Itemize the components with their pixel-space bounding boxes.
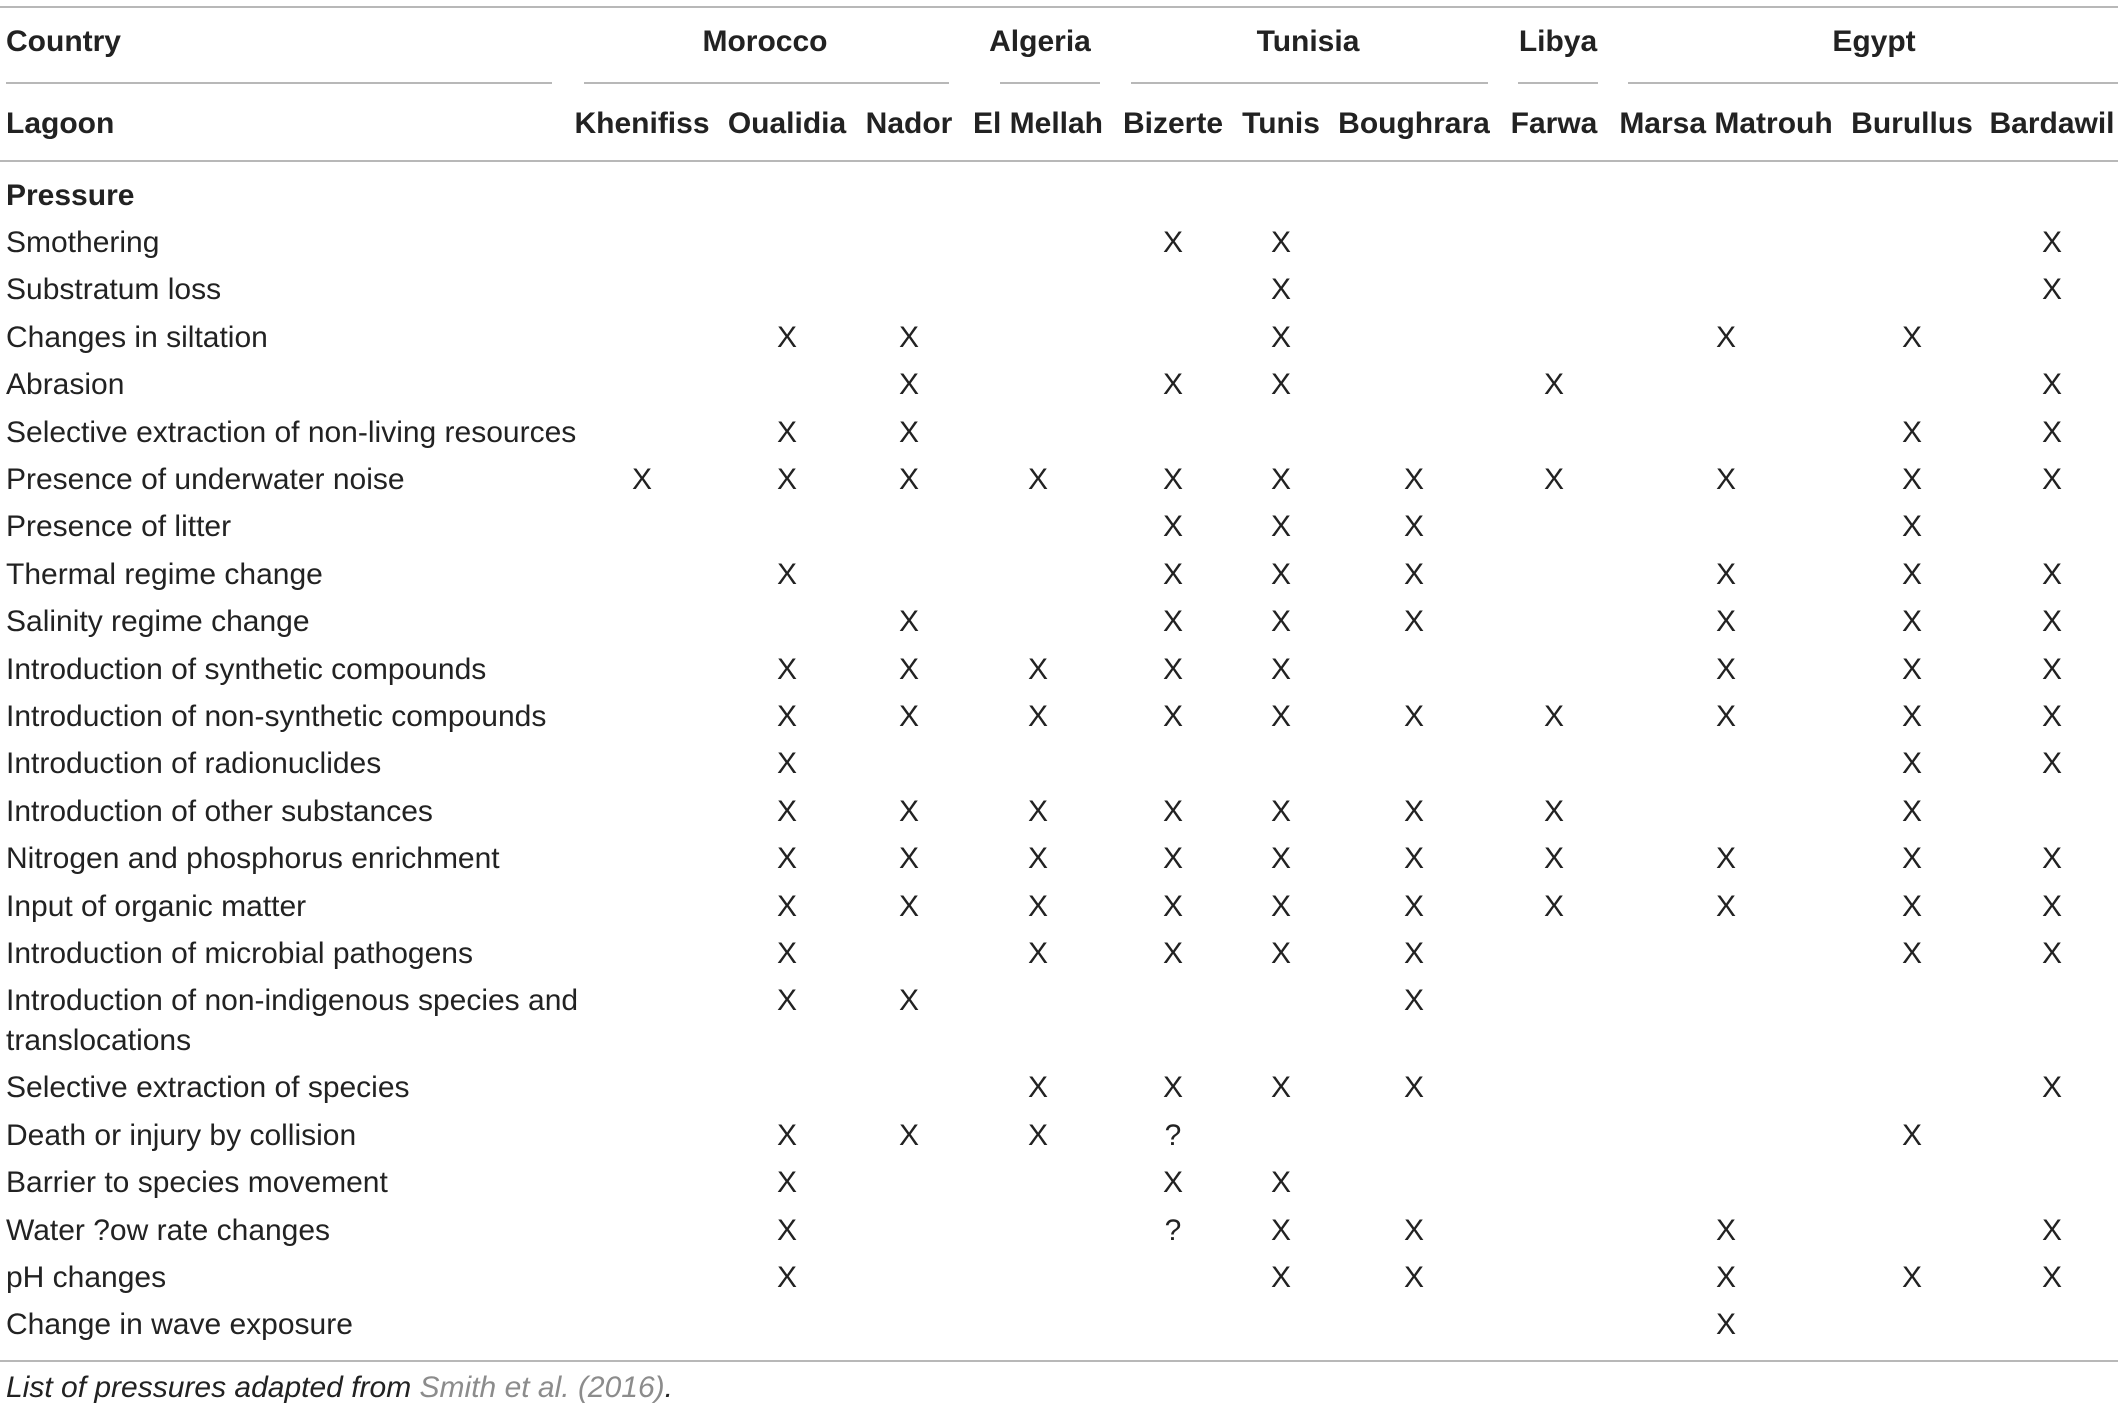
presence-mark: X: [776, 700, 798, 733]
presence-mark: X: [2041, 842, 2063, 876]
rule-tunisia: [1131, 82, 1488, 84]
rule-morocco: [584, 82, 949, 84]
presence-mark: X: [1027, 937, 1049, 970]
presence-mark: X: [1270, 1166, 1292, 1200]
presence-mark: X: [1901, 1118, 1923, 1152]
presence-mark: X: [1901, 1261, 1923, 1294]
rule-country-col: [6, 82, 552, 84]
lagoon-col-header: Farwa: [1510, 107, 1598, 140]
pressure-label: Presence of litter: [6, 510, 232, 544]
presence-mark: X: [1403, 1261, 1425, 1294]
presence-mark: X: [2041, 1261, 2063, 1294]
presence-mark: X: [1901, 842, 1923, 876]
presence-mark: X: [1027, 1071, 1049, 1105]
presence-mark: X: [1715, 1213, 1737, 1247]
presence-mark: X: [1543, 700, 1565, 733]
presence-mark: X: [1403, 889, 1425, 923]
presence-mark: X: [776, 842, 798, 876]
presence-mark: ?: [1164, 1213, 1182, 1247]
presence-mark: X: [1270, 1261, 1292, 1294]
presence-mark: X: [1270, 273, 1292, 307]
caption-prefix: List of pressures adapted from: [6, 1371, 420, 1404]
section-pressure: Pressure: [6, 179, 135, 212]
presence-mark: X: [1403, 463, 1425, 496]
presence-mark: X: [898, 652, 920, 686]
lagoon-col-header: El Mellah: [972, 107, 1104, 140]
presence-mark: X: [1162, 463, 1184, 496]
pressure-label: Introduction of synthetic compounds: [6, 652, 487, 686]
presence-mark: X: [1403, 1071, 1425, 1105]
presence-mark: X: [1543, 794, 1565, 828]
presence-mark: X: [2041, 415, 2063, 449]
country-header: Country: [6, 25, 121, 58]
presence-mark: X: [1162, 652, 1184, 686]
presence-mark: X: [1162, 1071, 1184, 1105]
presence-mark: X: [1162, 794, 1184, 828]
presence-mark: X: [898, 794, 920, 828]
presence-mark: X: [1162, 510, 1184, 544]
presence-mark: X: [1027, 889, 1049, 923]
pressure-label: Introduction of non-synthetic compounds: [6, 700, 547, 733]
presence-mark: X: [1403, 605, 1425, 639]
presence-mark: X: [776, 984, 798, 1018]
presence-mark: X: [2041, 605, 2063, 639]
caption-suffix: .: [664, 1371, 674, 1404]
presence-mark: X: [898, 463, 920, 496]
country-tunisia: Tunisia: [1256, 25, 1360, 58]
presence-mark: X: [898, 842, 920, 876]
presence-mark: X: [2041, 368, 2063, 402]
presence-mark: X: [898, 368, 920, 402]
lagoon-col-header: Tunis: [1242, 107, 1320, 140]
presence-mark: X: [2041, 273, 2063, 307]
presence-mark: X: [776, 1118, 798, 1152]
pressure-label: Smothering: [6, 226, 160, 259]
presence-mark: X: [1162, 937, 1184, 970]
presence-mark: X: [2041, 937, 2063, 970]
lagoon-col-header: Boughrara: [1338, 107, 1490, 140]
presence-mark: X: [1162, 889, 1184, 923]
lagoon-col-header: Marsa Matrouh: [1619, 107, 1833, 140]
presence-mark: X: [2041, 700, 2063, 733]
presence-mark: X: [1715, 1308, 1737, 1342]
table-caption: [6, 1368, 673, 1408]
pressure-label: Introduction of microbial pathogens: [6, 937, 473, 970]
pressure-label: Abrasion: [6, 368, 125, 402]
pressure-label: Input of organic matter: [6, 889, 307, 923]
presence-mark: X: [1162, 1166, 1184, 1200]
presence-mark: X: [1403, 510, 1425, 544]
pressure-label: Death or injury by collision: [6, 1118, 357, 1152]
presence-mark: X: [2041, 226, 2063, 259]
presence-mark: X: [1027, 463, 1049, 496]
presence-mark: X: [1901, 937, 1923, 970]
pressure-label: Water ?ow rate changes: [6, 1213, 331, 1247]
presence-mark: X: [1715, 1261, 1737, 1294]
presence-mark: X: [1027, 842, 1049, 876]
rule-libya: [1518, 82, 1598, 84]
presence-mark: X: [776, 747, 798, 781]
pressure-label: Selective extraction of non-living resources: [6, 415, 577, 449]
presence-mark: X: [1270, 557, 1292, 591]
presence-mark: X: [1403, 842, 1425, 876]
presence-mark: X: [776, 1213, 798, 1247]
presence-mark: X: [2041, 463, 2063, 496]
presence-mark: X: [1543, 368, 1565, 402]
lagoon-col-header: Oualidia: [727, 107, 847, 140]
presence-mark: X: [1901, 889, 1923, 923]
presence-mark: X: [2041, 557, 2063, 591]
lagoon-col-header: Bardawil: [1989, 107, 2115, 140]
presence-mark: X: [1162, 557, 1184, 591]
rule-egypt: [1628, 82, 2118, 84]
presence-mark: X: [1901, 463, 1923, 496]
presence-mark: X: [898, 320, 920, 354]
presence-mark: X: [1901, 605, 1923, 639]
presence-mark: X: [1162, 605, 1184, 639]
presence-mark: X: [1403, 557, 1425, 591]
presence-mark: X: [1270, 320, 1292, 354]
presence-mark: X: [898, 984, 920, 1018]
country-libya: Libya: [1518, 25, 1598, 58]
presence-mark: X: [776, 415, 798, 449]
country-algeria: Algeria: [989, 25, 1091, 58]
presence-mark: X: [776, 652, 798, 686]
pressure-label: Thermal regime change: [6, 557, 323, 591]
pressure-label: pH changes: [6, 1261, 167, 1294]
presence-mark: X: [898, 1118, 920, 1152]
presence-mark: X: [2041, 1071, 2063, 1105]
pressure-label: Substratum loss: [6, 273, 222, 307]
presence-mark: X: [776, 794, 798, 828]
presence-mark: X: [898, 700, 920, 733]
header-bottom-rule: [0, 160, 2118, 162]
presence-mark: X: [1901, 320, 1923, 354]
pressure-label: Introduction of non-indigenous species and: [6, 984, 579, 1018]
presence-mark: X: [1403, 700, 1425, 733]
lagoon-col-header: Khenifiss: [574, 107, 710, 140]
pressure-label: Presence of underwater noise: [6, 463, 405, 496]
presence-mark: X: [1715, 557, 1737, 591]
presence-mark: X: [776, 889, 798, 923]
presence-mark: X: [1162, 368, 1184, 402]
presence-mark: X: [2041, 1213, 2063, 1247]
pressure-label: Introduction of radionuclides: [6, 747, 382, 781]
presence-mark: X: [1901, 652, 1923, 686]
presence-mark: X: [1162, 226, 1184, 259]
caption-reference-link[interactable]: Smith et al. (2016): [419, 1371, 665, 1404]
presence-mark: X: [1162, 700, 1184, 733]
presence-mark: X: [1270, 842, 1292, 876]
presence-mark: X: [1270, 652, 1292, 686]
presence-mark: X: [1543, 463, 1565, 496]
presence-mark: X: [1270, 605, 1292, 639]
presence-mark: X: [1162, 842, 1184, 876]
presence-mark: X: [1403, 794, 1425, 828]
presence-mark: X: [1270, 226, 1292, 259]
presence-mark: X: [1027, 794, 1049, 828]
country-egypt: Egypt: [1832, 25, 1916, 58]
presence-mark: X: [1901, 747, 1923, 781]
table-top-rule: [0, 6, 2118, 8]
presence-mark: X: [1027, 652, 1049, 686]
presence-mark: X: [898, 605, 920, 639]
presence-mark: X: [1715, 463, 1737, 496]
presence-mark: X: [776, 1261, 798, 1294]
presence-mark: X: [1715, 320, 1737, 354]
presence-mark: X: [1403, 984, 1425, 1018]
presence-mark: X: [898, 889, 920, 923]
presence-mark: X: [1715, 700, 1737, 733]
country-morocco: Morocco: [702, 25, 828, 58]
presence-mark: X: [776, 463, 798, 496]
presence-mark: X: [631, 463, 653, 496]
lagoon-col-header: Bizerte: [1122, 107, 1224, 140]
pressure-label: Introduction of other substances: [6, 794, 433, 828]
presence-mark: X: [1270, 937, 1292, 970]
presence-mark: X: [2041, 652, 2063, 686]
presence-mark: X: [1403, 1213, 1425, 1247]
lagoon-col-header: Nador: [865, 107, 953, 140]
rule-algeria: [1000, 82, 1100, 84]
presence-mark: X: [1270, 794, 1292, 828]
presence-mark: X: [1270, 700, 1292, 733]
presence-mark: X: [1901, 794, 1923, 828]
presence-mark: X: [1027, 1118, 1049, 1152]
pressure-label-continued: translocations: [6, 1024, 192, 1058]
presence-mark: X: [1901, 510, 1923, 544]
pressure-label: Salinity regime change: [6, 605, 310, 639]
table-bottom-rule: [0, 1360, 2118, 1362]
presence-mark: X: [1715, 605, 1737, 639]
pressure-label: Change in wave exposure: [6, 1308, 353, 1342]
presence-mark: X: [1543, 842, 1565, 876]
pressure-label: Nitrogen and phosphorus enrichment: [6, 842, 500, 876]
presence-mark: X: [1270, 889, 1292, 923]
presence-mark: X: [1715, 842, 1737, 876]
lagoon-col-header: Burullus: [1851, 107, 1973, 140]
presence-mark: X: [1270, 1213, 1292, 1247]
presence-mark: X: [1027, 700, 1049, 733]
presence-mark: X: [1270, 1071, 1292, 1105]
presence-mark: X: [776, 1166, 798, 1200]
presence-mark: ?: [1164, 1118, 1182, 1152]
presence-mark: X: [1270, 368, 1292, 402]
presence-mark: X: [776, 937, 798, 970]
presence-mark: X: [2041, 889, 2063, 923]
pressure-label: Changes in siltation: [6, 320, 268, 354]
presence-mark: X: [1403, 937, 1425, 970]
presence-mark: X: [1901, 557, 1923, 591]
lagoon-header: Lagoon: [6, 107, 115, 140]
presence-mark: X: [1901, 415, 1923, 449]
presence-mark: X: [1270, 510, 1292, 544]
presence-mark: X: [1901, 700, 1923, 733]
presence-mark: X: [1270, 463, 1292, 496]
presence-mark: X: [776, 320, 798, 354]
pressure-label: Selective extraction of species: [6, 1071, 410, 1105]
presence-mark: X: [2041, 747, 2063, 781]
presence-mark: X: [776, 557, 798, 591]
presence-mark: X: [1715, 652, 1737, 686]
presence-mark: X: [1715, 889, 1737, 923]
presence-mark: X: [898, 415, 920, 449]
presence-mark: X: [1543, 889, 1565, 923]
pressure-label: Barrier to species movement: [6, 1166, 388, 1200]
